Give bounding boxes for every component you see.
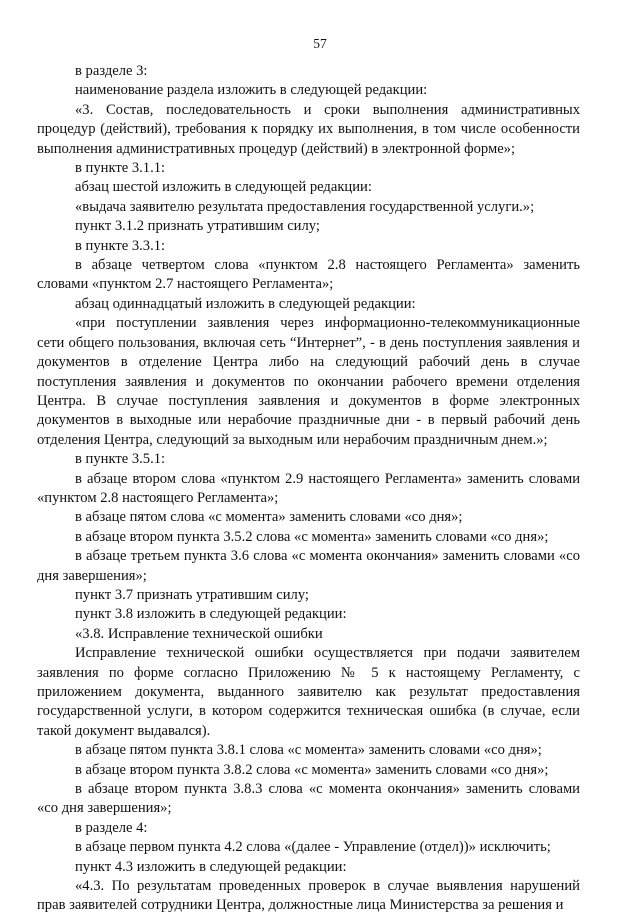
paragraph: в абзаце втором слова «пунктом 2.9 настоящего Регламента» заменить словами «пунктом 2.8 настоящего Регламента»; (37, 470, 580, 506)
paragraph: в пункте 3.5.1: (75, 451, 166, 468)
paragraph: «3. Состав, последовательность и сроки выполнения административных процедур (действий), требования к порядку их выполнения, в том числе особенности выполнения административных процедур (действий) в электронной форме»; (37, 101, 580, 157)
paragraph: в абзаце втором пункта 3.8.2 слова «с момента» заменить словами «со дня»; (75, 761, 549, 778)
paragraph: в абзаце третьем пункта 3.6 слова «с момента окончания» заменить словами «со дня завершения»; (37, 548, 580, 584)
paragraph: пункт 3.8 изложить в следующей редакции: (75, 606, 347, 623)
paragraph: абзац шестой изложить в следующей редакции: (75, 179, 372, 196)
page-number: 57 (313, 36, 327, 51)
paragraph: пункт 3.1.2 признать утратившим силу; (75, 218, 320, 235)
paragraph: «выдача заявителю результата предоставления государственной услуги.»; (75, 198, 535, 215)
paragraph: в разделе 4: (75, 819, 148, 836)
paragraph: пункт 4.3 изложить в следующей редакции: (75, 858, 347, 875)
paragraph: в разделе 3: (75, 63, 148, 79)
paragraph: пункт 3.7 признать утратившим силу; (75, 586, 309, 603)
paragraph: «3.8. Исправление технической ошибки (75, 625, 323, 642)
paragraph: в абзаце четвертом слова «пунктом 2.8 настоящего Регламента» заменить словами «пунктом 2.7 настоящего Регламента»; (37, 257, 580, 293)
paragraph: в абзаце первом пункта 4.2 слова «(далее - Управление (отдел))» исключить; (75, 839, 551, 856)
paragraph: Исправление технической ошибки осуществляется при подачи заявителем заявления по форме согласно Приложению № 5 к настоящему Регламенту, с приложением документа, выданного заявителю как результат предоставления государственной услуги, в котором содержится техническая ошибка (в случае, если такой документ выдавался). (37, 645, 580, 739)
paragraph: «при поступлении заявления через информационно-телекоммуникационные сети общего пользования, включая сеть “Интернет”, - в день поступления заявления и документов в отделение Центра либо на следующий рабочий день в случае поступления заявления и документов по окончании рабочего времени отделения Центра. В случае поступления заявления и документов в форме электронных документов в выходные или нерабочие праздничные дни - в первый рабочий день отделения Центра, следующий за выходным или нерабочим праздничным днем.»; (37, 315, 580, 448)
paragraph: в абзаце втором пункта 3.8.3 слова «с момента окончания» заменить словами «со дня завершения»; (37, 781, 580, 817)
paragraph: в пункте 3.1.1: (75, 160, 166, 177)
paragraph: в абзаце пятом пункта 3.8.1 слова «с момента» заменить словами «со дня»; (75, 742, 542, 759)
paragraph: в абзаце пятом слова «с момента» заменить словами «со дня»; (75, 509, 463, 526)
paragraph: в пункте 3.3.1: (75, 237, 166, 254)
paragraph: «4.3. По результатам проведенных проверок в случае выявления нарушений прав заявителей сотрудники Центра, должностные лица Министерства за решения и (37, 878, 580, 914)
paragraph: наименование раздела изложить в следующей редакции: (75, 82, 428, 99)
document-body (37, 62, 580, 916)
paragraph: в абзаце втором пункта 3.5.2 слова «с момента» заменить словами «со дня»; (75, 528, 549, 545)
paragraph: абзац одиннадцатый изложить в следующей редакции: (75, 295, 416, 312)
